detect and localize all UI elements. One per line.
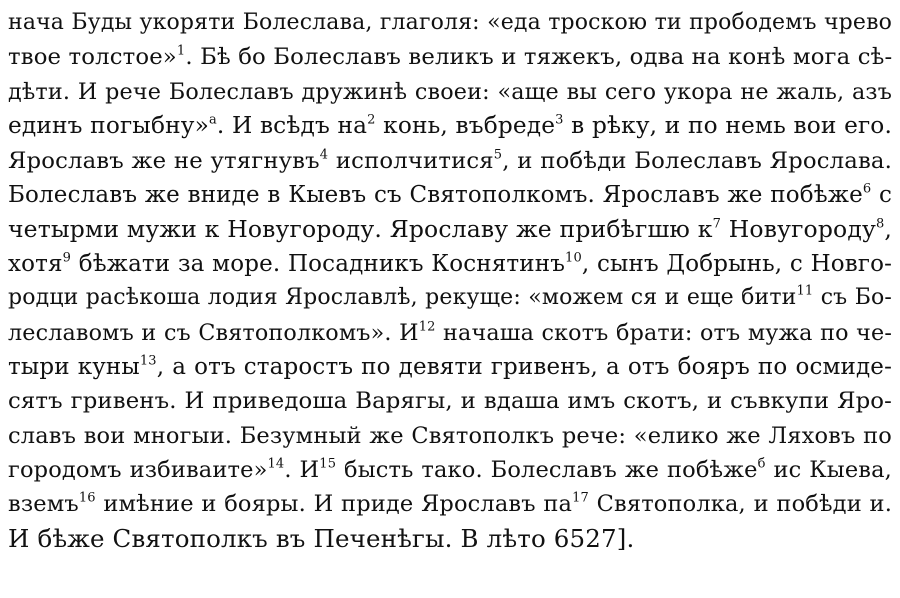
text-segment: единъ погыбну»	[8, 112, 209, 140]
text-line	[8, 487, 892, 521]
footnote-marker: 4	[319, 146, 329, 162]
text-segment: исполчитися	[328, 147, 494, 174]
text-segment: ,	[884, 215, 892, 244]
footnote-marker: 15	[319, 456, 337, 472]
text-segment: . И	[284, 457, 320, 484]
footnote-marker: 14	[267, 456, 285, 472]
footnote-marker: 10	[565, 249, 582, 265]
text-line	[8, 281, 892, 315]
text-line	[8, 144, 892, 178]
text-line	[8, 453, 892, 487]
text-segment: , и побѣди Болеславъ Ярослава.	[502, 147, 892, 174]
footnote-marker: 1	[176, 43, 186, 59]
text-segment: тыри куны	[8, 353, 140, 380]
text-segment: Святополка, и побѣди и.	[588, 491, 892, 518]
text-segment: , а отъ старостъ по девяти гривенъ, а отъ бояръ по осмиде-	[156, 353, 892, 380]
text-line	[8, 212, 892, 246]
text-segment: нача Буды укоряти Болеслава, глаголя: «еда троскою ти прободемъ чрево	[8, 10, 892, 35]
footnote-marker: 8	[875, 216, 885, 232]
footnote-marker: 13	[139, 353, 157, 369]
text-segment: хотя	[8, 250, 63, 277]
text-segment: вземъ	[8, 491, 79, 518]
text-line	[8, 350, 892, 384]
footnote-marker: 17	[572, 490, 589, 506]
text-segment: И бѣже Святополкъ въ Печенѣгы. В лѣто 6527].	[8, 523, 635, 553]
text-line	[8, 522, 892, 556]
text-segment: четырми мужи к Новугороду. Ярославу же прибѣгшю к	[8, 215, 713, 244]
footnote-marker: 11	[796, 283, 814, 299]
footnote-marker: 12	[418, 318, 436, 334]
text-segment: сятъ гривенъ. И приведоша Варягы, и вдаша имъ скотъ, и съвкупи Яро-	[8, 388, 892, 415]
footnote-marker: 2	[367, 112, 376, 128]
footnote-marker: а	[208, 112, 217, 128]
text-line	[8, 109, 892, 143]
text-line	[8, 419, 892, 453]
text-segment: родци расѣкоша лодия Ярославлѣ, рекуще: «можем ся и еще бити	[8, 285, 797, 311]
text-segment: с	[871, 181, 893, 208]
text-segment: леславомъ и съ Святополкомъ». И	[8, 319, 419, 346]
text-line	[8, 40, 892, 74]
text-segment: съ Бо-	[813, 285, 892, 311]
text-segment: имѣние и бояры. И приде Ярославъ па	[95, 491, 573, 518]
text-segment: Новугороду	[721, 215, 876, 244]
text-line	[8, 6, 892, 40]
text-segment: твое толстое»	[8, 44, 177, 71]
text-line	[8, 316, 892, 350]
footnote-marker: 9	[62, 249, 72, 265]
text-segment: бысть тако. Болеславъ же побѣже	[336, 457, 758, 484]
text-segment: , сынъ Добрынь, с Новго-	[581, 250, 892, 277]
footnote-marker: 3	[555, 112, 564, 128]
footnote-marker: 6	[862, 181, 872, 197]
text-segment: славъ вои многыи. Безумный же Святополкъ рече: «елико же Ляховъ по	[8, 422, 892, 449]
footnote-marker: 5	[493, 146, 503, 162]
text-line	[8, 384, 892, 418]
text-segment: начаша скотъ брати: отъ мужа по че-	[435, 319, 892, 346]
footnote-marker: 7	[712, 216, 722, 232]
text-segment: бѣжати за море. Посадникъ Коснятинъ	[71, 250, 566, 277]
text-segment: Болеславъ же вниде в Кыевъ съ Святополкомъ. Ярославъ же побѣже	[8, 181, 863, 208]
text-segment: конь, въбреде	[375, 112, 556, 140]
text-line	[8, 178, 892, 212]
text-line	[8, 247, 892, 281]
text-segment: ис Кыева,	[765, 457, 892, 484]
text-segment: . И всѣдъ на	[216, 112, 368, 140]
text-block	[8, 6, 892, 556]
text-segment: в рѣку, и по немь вои его.	[563, 112, 892, 140]
footnote-marker: б	[757, 456, 766, 472]
text-segment: дѣти. И рече Болеславъ дружинѣ своеи: «аще вы сего укора не жаль, азъ	[8, 78, 892, 105]
text-segment: Ярославъ же не утягнувъ	[8, 147, 320, 174]
text-segment: . Бѣ бо Болеславъ великъ и тяжекъ, одва на конѣ мога сѣ-	[185, 44, 893, 71]
footnote-marker: 16	[78, 490, 96, 506]
text-line	[8, 75, 892, 109]
text-segment: городомъ избиваите»	[8, 457, 268, 484]
